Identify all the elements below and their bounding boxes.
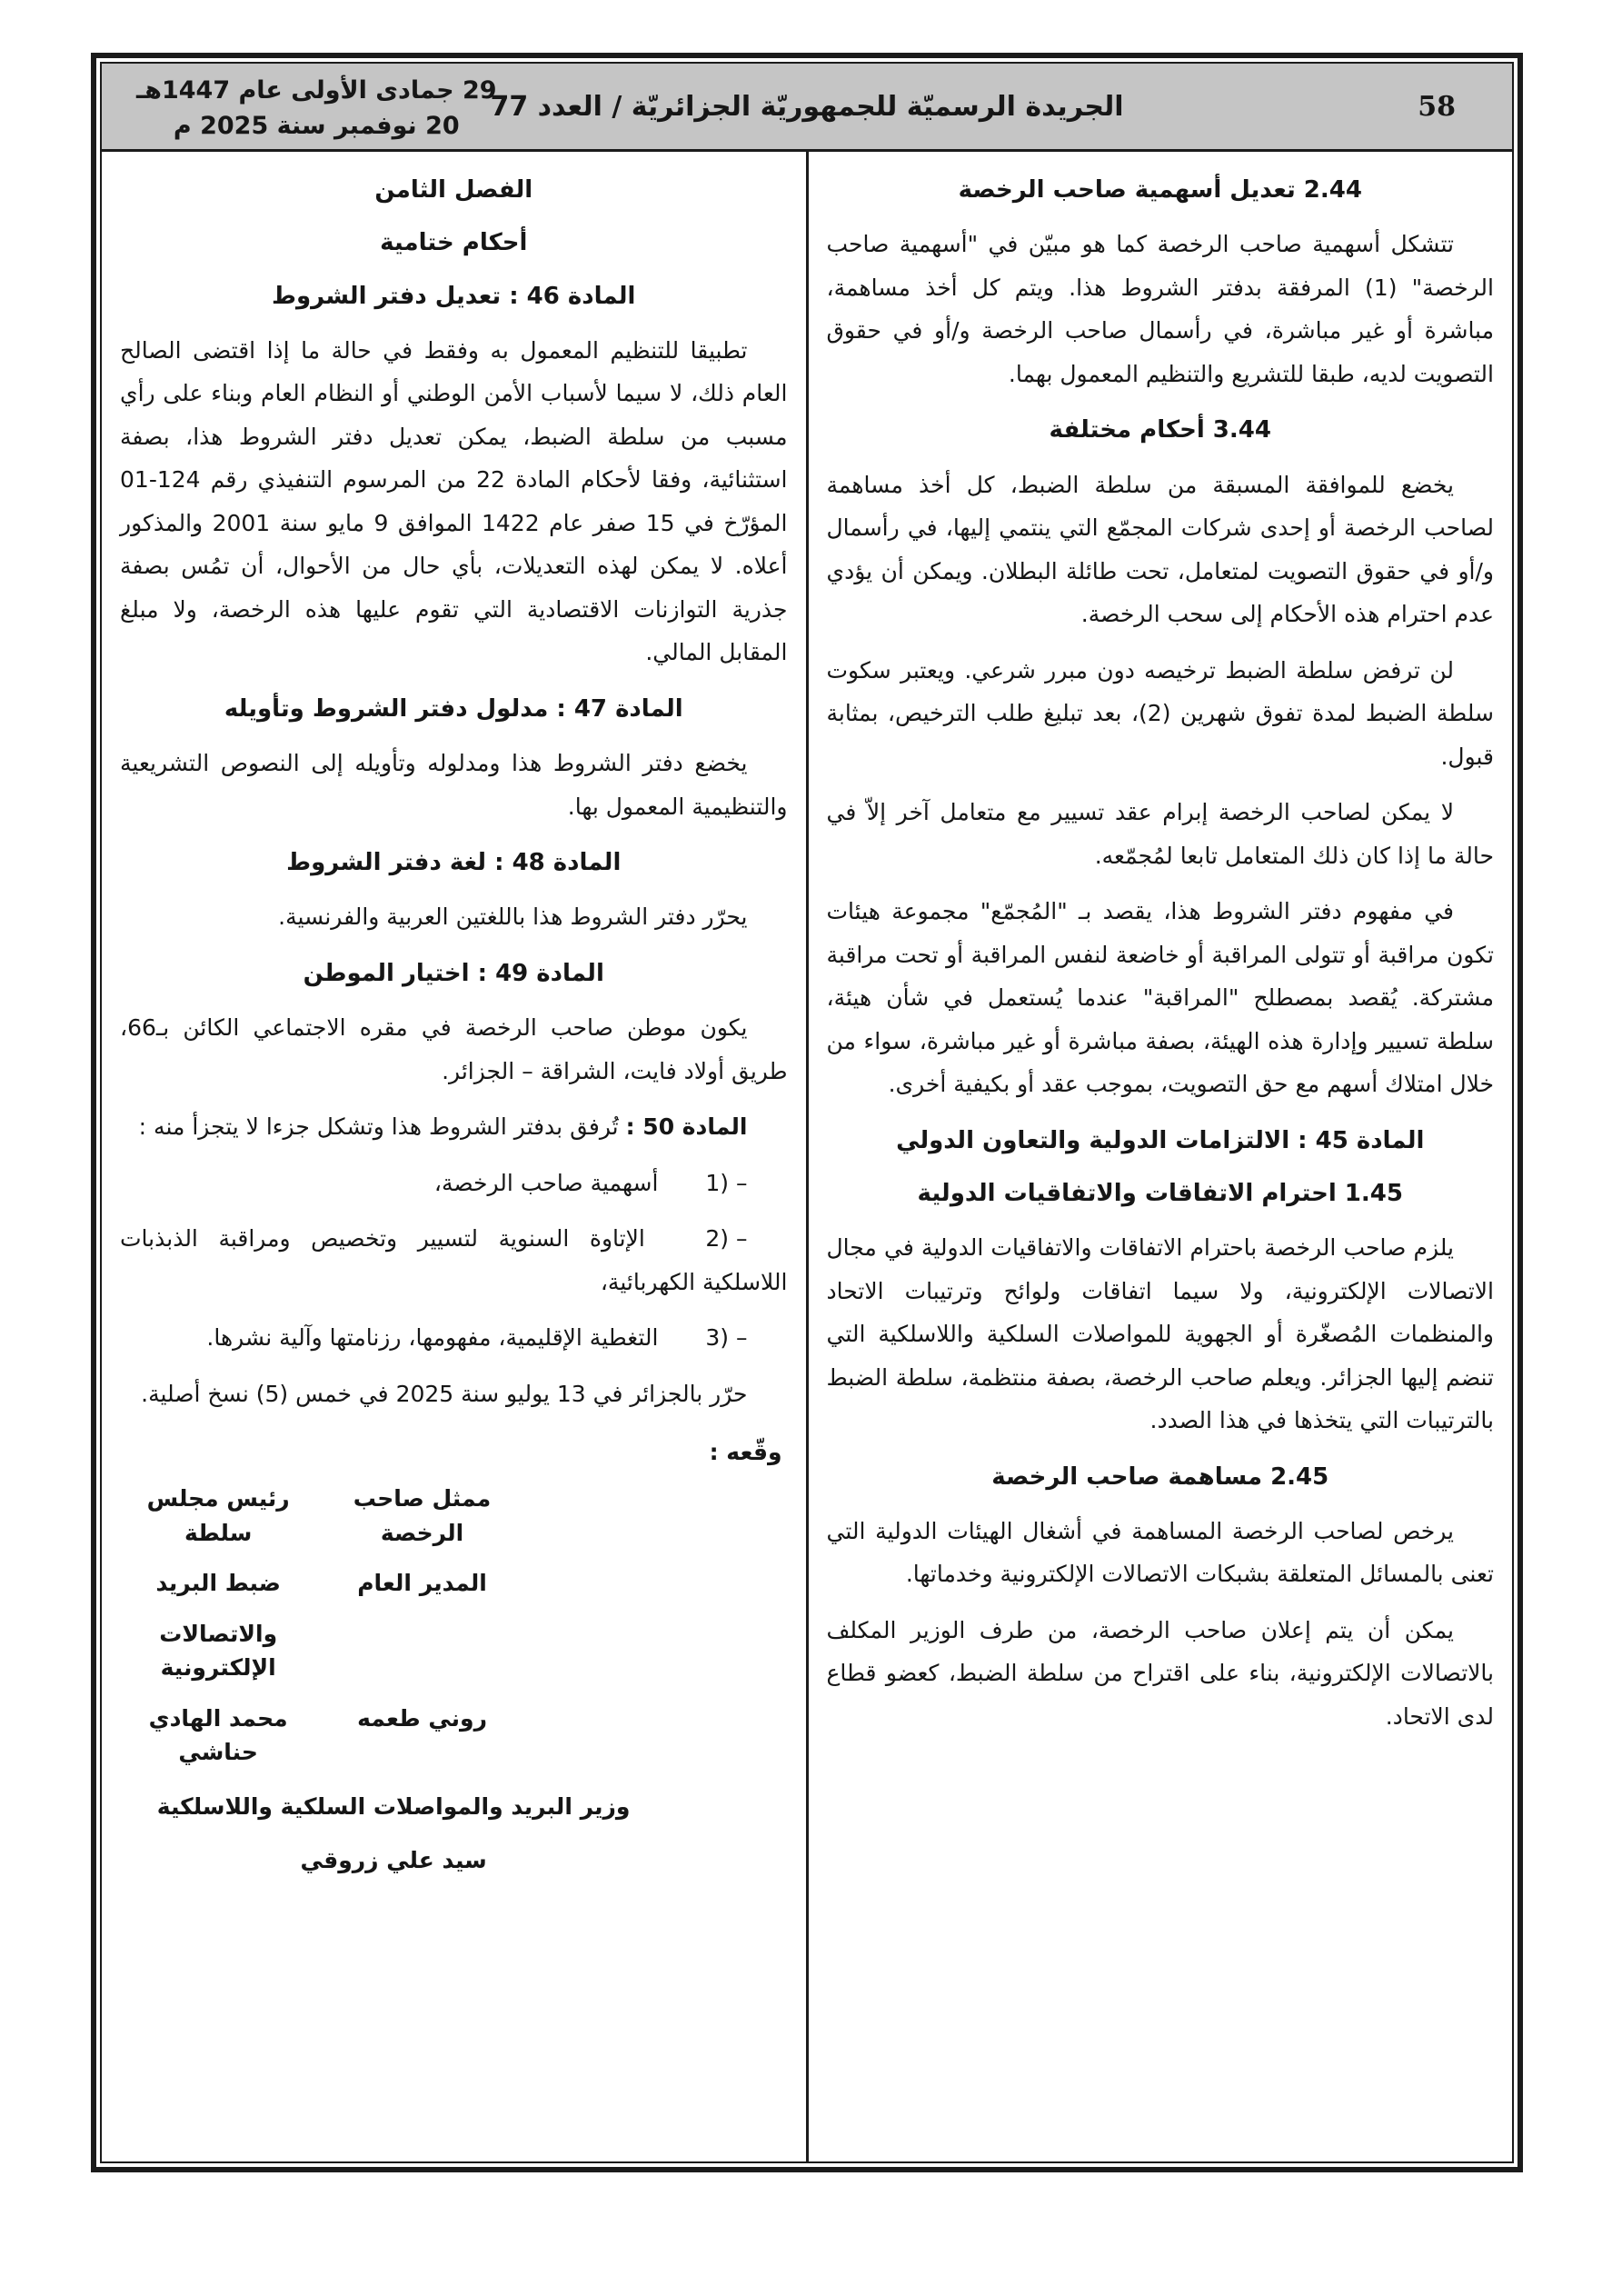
para-group-definition: في مفهوم دفتر الشروط هذا، يقصد بـ "المُجمّع" مجموعة هيئات تكون مراقبة أو تتولى المراقبة أو خاضعة لنفس المراقبة أو تحت مراقبة مشتركة. يُقصد بمصطلح "المراقبة" عندما يُستعمل في شأن هيئة، سلطة تسيير وإدارة هذه الهيئة، بصفة مباشرة أو غير مباشرة، سواء من خلال امتلاك أسهم مع حق التصويت، بموجب عقد أو بكيفية أخرى. (826, 898, 1494, 1098)
licensee-rep-name: روني طعمه (357, 1704, 487, 1732)
heading-2-44: 2.44 تعديل أسهمية صاحب الرخصة (958, 176, 1362, 204)
list-item-2-marker: 2) – (705, 1225, 748, 1253)
heading-article-48: المادة 48 : لغة دفتر الشروط (286, 849, 622, 877)
list-item-1 (120, 1162, 788, 1205)
masthead-bar (102, 64, 1512, 152)
journal-title: الجريدة الرسميّة للجمهوريّة الجزائريّة / العدد 77 (490, 91, 1124, 123)
para-sector-member: يمكن أن يتم إعلان صاحب الرخصة، من طرف الوزير المكلف بالاتصالات الإلكترونية، بناء على اقتراح من سلطة الضبط، كعضو قطاع لدى الاتحاد. (826, 1616, 1494, 1730)
list-item-3-marker: 3) – (705, 1324, 748, 1352)
signature-grid-spacer (323, 1617, 520, 1685)
signature-grid (120, 1482, 521, 1770)
hijri-date: 29 جمادى الأولى عام 1447هـ (136, 76, 497, 105)
heading-2-45: 2.45 مساهمة صاحب الرخصة (991, 1462, 1329, 1491)
list-item-2 (120, 1217, 788, 1303)
article-50-label: المادة 50 : (625, 1113, 748, 1141)
para-article-46: تطبيقا للتنظيم المعمول به وفقط في حالة ما إذا اقتضى الصالح العام ذلك، لا سيما لأسباب الأمن الوطني أو النظام العام وبناء على رأي مسبب من سلطة الضبط، يمكن تعديل دفتر الشروط هذا، بصفة استثنائية، وفقا لأحكام المادة 22 من المرسوم التنفيذي رقم 124-01 المؤرّخ في 15 صفر عام 1422 الموافق 9 مايو سنة 2001 والمذكور أعلاه. لا يمكن لهذه التعديلات، بأي حال من الأحوال، أن تمُس بصفة جذرية التوازنات الاقتصادية التي تقوم عليها هذه الرخصة، ولا مبلغ المقابل المالي. (120, 336, 788, 666)
article-50-text: تُرفق بدفتر الشروط هذا وتشكل جزءا لا يتجزأ منه : (138, 1113, 619, 1141)
gregorian-date: 20 نوفمبر سنة 2025 م (173, 112, 460, 141)
chapter-subheading: أحكام ختامية (380, 229, 528, 257)
column-left (102, 152, 806, 2161)
para-done-at: حرّر بالجزائر في 13 يوليو سنة 2025 في خمس (5) نسخ أصلية. (141, 1380, 748, 1407)
para-refusal: لن ترفض سلطة الضبط ترخيصه دون مبرر شرعي. ويعتبر سكوت سلطة الضبط لمدة تفوق شهرين (2)، بعد تبليغ طلب الترخيص، بمثابة قبول. (826, 656, 1494, 770)
minister-name: سيد علي زروقي (300, 1846, 487, 1873)
authority-president-title-line3: والاتصالات الإلكترونية (159, 1620, 278, 1682)
para-article-48: يحرّر دفتر الشروط هذا باللغتين العربية والفرنسية. (278, 903, 748, 931)
licensee-rep-subtitle: المدير العام (357, 1570, 487, 1597)
para-participation: يرخص لصاحب الرخصة المساهمة في أشغال الهيئات الدولية التي تعنى بالمسائل المتعلقة بشبكات الاتصالات الإلكترونية وخدماتها. (826, 1517, 1494, 1588)
heading-article-47: المادة 47 : مدلول دفتر الشروط وتأويله (224, 694, 683, 723)
page-number: 58 (1418, 91, 1456, 123)
minister-signature (120, 1793, 667, 1873)
heading-3-44: 3.44 أحكام مختلفة (1049, 416, 1271, 444)
list-item-3-text: التغطية الإقليمية، مفهومها، رزنامتها وآلية نشرها. (206, 1324, 659, 1352)
heading-article-45: المادة 45 : الالتزامات الدولية والتعاون الدولي (896, 1126, 1425, 1154)
chapter-heading: الفصل الثامن (374, 176, 533, 204)
heading-1-45: 1.45 احترام الاتفاقات والاتفاقيات الدولية (917, 1179, 1403, 1207)
authority-president-title-line1: رئيس مجلس سلطة (146, 1485, 290, 1546)
authority-president-name: محمد الهادي حناشي (148, 1704, 288, 1766)
column-right (809, 152, 1513, 2161)
inner-frame (100, 62, 1514, 2163)
page-content (102, 152, 1512, 2161)
para-article-49: يكون موطن صاحب الرخصة في مقره الاجتماعي الكائن بـ66، طريق أولاد فايت، الشراقة – الجزائر. (120, 1014, 788, 1084)
licensee-rep-title: ممثل صاحب الرخصة (353, 1485, 492, 1546)
signed-label: وقّعه : (709, 1439, 782, 1466)
heading-article-49: المادة 49 : اختيار الموطن (303, 959, 604, 987)
gazette-page-frame (91, 53, 1523, 2172)
para-article-47: يخضع دفتر الشروط هذا ومدلوله وتأويله إلى النصوص التشريعية والتنظيمية المعمول بها. (120, 750, 788, 820)
heading-article-46: المادة 46 : تعديل دفتر الشروط (272, 282, 636, 310)
para-article-50 (120, 1105, 788, 1149)
list-item-1-text: أسهمية صاحب الرخصة، (433, 1169, 659, 1196)
para-approval: يخضع للموافقة المسبقة من سلطة الضبط، كل أخذ مساهمة لصاحب الرخصة أو إحدى شركات المجمّع التي ينتمي إليها، في رأسمال و/أو في حقوق التصويت لمتعامل، تحت طائلة البطلان. ويمكن أن يؤدي عدم احترام هذه الأحكام إلى سحب الرخصة. (826, 471, 1494, 628)
list-item-3 (120, 1316, 788, 1360)
minister-title: وزير البريد والمواصلات السلكية واللاسلكية (156, 1792, 631, 1820)
list-item-2-text: الإتاوة السنوية لتسيير وتخصيص ومراقبة الذبذبات اللاسلكية الكهربائية، (120, 1225, 788, 1295)
list-item-1-marker: 1) – (705, 1169, 748, 1196)
para-shareholding: تتشكل أسهمية صاحب الرخصة كما هو مبيّن في "أسهمية صاحب الرخصة" (1) المرفقة بدفتر الشروط هذا. ويتم كل أخذ مساهمة، مباشرة أو غير مباشرة، في رأسمال صاحب الرخصة و/أو في حقوق التصويت لديه، طبقا للتشريع والتنظيم المعمول بهما. (826, 231, 1494, 387)
para-management-contract: لا يمكن لصاحب الرخصة إبرام عقد تسيير مع متعامل آخر إلاّ في حالة ما إذا كان ذلك المتعامل تابعا لمُجمّعه. (826, 799, 1494, 869)
para-international: يلزم صاحب الرخصة باحترام الاتفاقات والاتفاقيات الدولية في مجال الاتصالات الإلكترونية، ولا سيما اتفاقات ولوائح وترتيبات الاتحاد والمنظمات المُصغّرة أو الجهوية للمواصلات السلكية واللاسلكية التي تنضم إليها الجزائر. ويعلم صاحب الرخصة، بصفة منتظمة، سلطة الضبط بالترتيبات التي يتخذها في هذا الصدد. (826, 1234, 1494, 1434)
column-divider-rule (806, 152, 809, 2161)
authority-president-title-line2: ضبط البريد (155, 1570, 281, 1597)
